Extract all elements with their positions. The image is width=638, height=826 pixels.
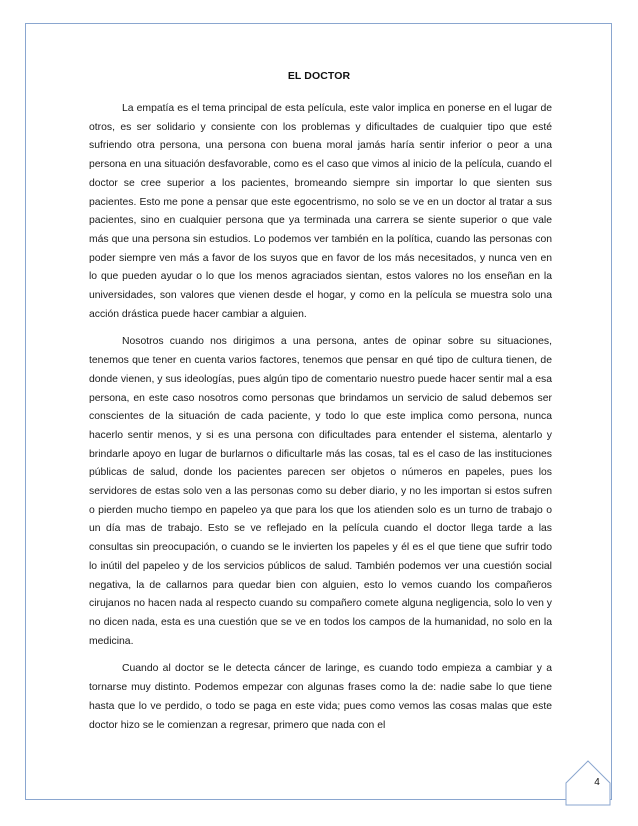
paragraph-1: La empatía es el tema principal de esta película, este valor implica en ponerse en el lugar de otros, es ser solidario y consiente con los problemas y dificultades de cualquier tipo que esté sufriendo otra persona, una persona con buena moral jamás haría sentir inferior o peor a una persona en una situación desfavorable, como es el caso que vimos al inicio de la película, cuando el doctor se cree superior a los pacientes, bromeando siempre sin importar lo que sienten sus pacientes. Esto me pone a pensar que este egocentrismo, no solo se ve en un doctor al tratar a sus pacientes, sino en cualquier persona que ya terminada una carrera se siente superior o que vale más que una persona sin estudios. Lo podemos ver también en la política, cuando las personas con poder siempre ven más a favor de los suyos que en favor de los más necesitados, y nunca ven en lo que pueden ayudar o lo que los menos agraciados sientan, estos valores no los enseñan en la universidades, son valores que vienen desde el hogar, y como en la película se muestra solo una acción drástica puede hacer cambiar a alguien. xyxy=(89,103,552,320)
page-number: 4 xyxy=(594,777,600,788)
paragraph-2: Nosotros cuando nos dirigimos a una persona, antes de opinar sobre su situaciones, tenemos que tener en cuenta varios factores, tenemos que pensar en qué tipo de cultura tienen, de donde vienen, y sus ideologías, pues algún tipo de comentario nuestro puede hacer sentir mal a esa persona, en este caso nosotros como personas que brindamos un servicio de salud debemos ser conscientes de la situación de cada paciente, y todo lo que este implica como persona, nunca hacerlo sentir menos, y si es una persona con dificultades para entender el sistema, alentarlo y brindarle apoyo en lugar de burlarnos o dificultarle más las cosas, tal es el caso de las instituciones públicas de salud, donde los pacientes parecen ser objetos o números en papeles, pues los servidores de estas solo ven a las personas como su deber diario, y no les importan si estos sufren o pierden mucho tiempo en papeleo ya que para los que los atienden solo es un turno de trabajo o un día mas de trabajo. Esto se ve reflejado en la película cuando el doctor llega tarde a las consultas sin preocupación, o cuando se le invierten los papeles y él es el que tiene que sufrir todo lo inútil del papeleo y de los servicios públicos de salud. También podemos ver una cuestión social negativa, la de callarnos para quedar bien con alguien, esto lo vemos cuando los compañeros cirujanos no hacen nada al respecto cuando su compañero comete alguna negligencia, solo lo ven y no dicen nada, esta es una cuestión que se ve en todos los campos de la humanidad, no solo en la medicina. xyxy=(89,336,552,647)
paragraph-3: Cuando al doctor se le detecta cáncer de laringe, es cuando todo empieza a cambiar y a tornarse muy distinto. Podemos empezar con algunas frases como la de: nadie sabe lo que tiene hasta que lo ve perdido, o todo se paga en este vida; pues como vemos las cosas malas que este doctor hizo se le comienzan a regresar, primero que nada con el xyxy=(89,663,552,731)
document-body xyxy=(89,100,552,744)
document-title: EL DOCTOR xyxy=(287,70,351,82)
